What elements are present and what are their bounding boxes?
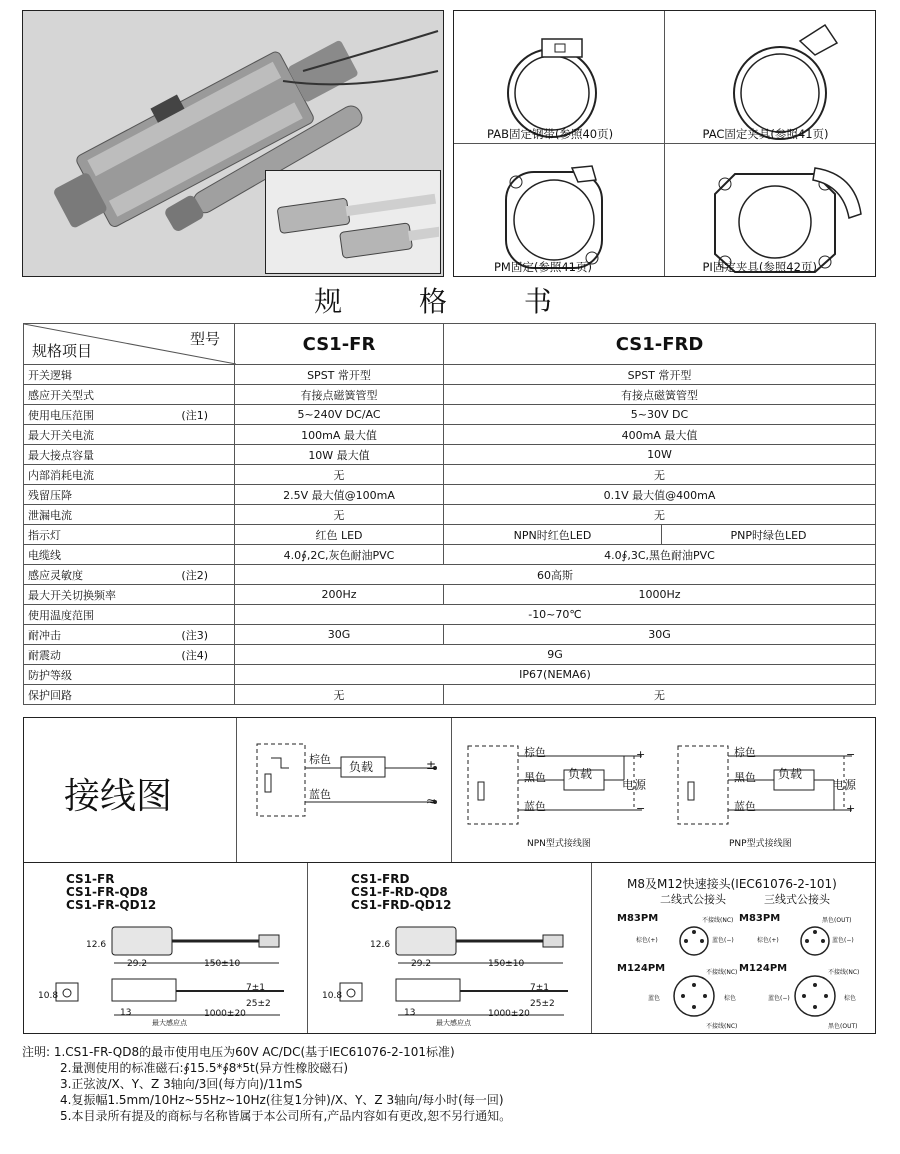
divider [451,718,452,862]
row-label-text: 防护等级 [28,668,72,682]
row-label [24,545,235,565]
pnp-load-label: 负载 [778,767,803,781]
row-label [24,625,235,645]
dim-10-8: 10.8 [38,991,59,1001]
npn-plus-label: + [636,748,646,761]
table-row [24,645,876,665]
dim-150: 150±10 [204,959,241,969]
spec-value: 200Hz [235,585,444,605]
m83pm-label-3w: M83PM [739,913,781,924]
corner-spec-label: 规格项目 [32,342,93,360]
row-note: (注1) [181,408,208,422]
spec-value: IP67(NEMA6) [235,665,876,685]
row-label-text: 感应开关型式 [28,388,94,402]
spec-value: 5~30V DC [444,405,876,425]
spec-value: 无 [444,685,876,705]
two-wire-label: 二线式公接头 [660,893,726,906]
fr-dimension-drawing [34,921,304,1031]
dim-10-8: 10.8 [322,991,343,1001]
spec-table [23,323,876,705]
pin-label: 蓝色(−) [768,995,790,1002]
spec-value: 30G [444,625,876,645]
row-label [24,565,235,585]
pin-label: 不接线(NC) [828,969,860,976]
blue-wire-label: 蓝色 [309,788,331,801]
npn-load-label: 负载 [568,767,593,781]
table-row [24,385,876,405]
pin-label: 蓝色(−) [712,937,734,944]
row-label-text: 使用温度范围 [28,608,94,622]
row-label-text: 开关逻辑 [28,368,72,382]
corner-model-label: 型号 [189,330,220,348]
dim-12-6: 12.6 [370,940,391,950]
pnp-plus-label: + [846,802,856,815]
spec-value: 红色 LED [235,525,444,545]
row-label [24,445,235,465]
pin-label: 蓝色 [648,995,661,1002]
dim-150: 150±10 [488,959,525,969]
spec-value: 10W [444,445,876,465]
mount-caption: PAB固定钢带(参照40页) [487,127,614,141]
row-label-text: 电缆线 [28,548,61,562]
page-title: 规 格 书 [314,285,586,318]
dim-7: 7±1 [246,983,265,993]
row-label-text: 内部消耗电流 [28,468,94,482]
sense-point-label: 最大感应点 [436,1019,471,1027]
row-label [24,645,235,665]
spec-value: 2.5V 最大值@100mA [235,485,444,505]
dim-13: 13 [404,1008,416,1018]
spec-body [24,365,876,705]
row-label [24,365,235,385]
row-label [24,385,235,405]
row-label [24,685,235,705]
wiring-section [23,717,876,863]
npn-blue-label: 蓝色 [524,800,546,813]
frd-dimension-drawing [318,921,588,1031]
mount-caption: PM固定(参照41页) [494,259,592,274]
spec-value: NPN时红色LED [444,525,662,545]
table-row [24,625,876,645]
note-line: 注明: 1.CS1-FR-QD8的最市使用电压为60V AC/DC(基于IEC61076-2-101标准) [22,1045,455,1059]
pnp-black-label: 黑色 [734,771,756,784]
spec-value: 100mA 最大值 [235,425,444,445]
note-line: 3.正弦波/X、Y、Z 3轴向/3回(每方向)/11mS [60,1077,303,1091]
spec-value: 有接点磁簧管型 [235,385,444,405]
npn-caption: NPN型式接线图 [527,839,591,849]
spec-value: 60高斯 [235,565,876,585]
sense-point-label: 最大感应点 [152,1019,187,1027]
row-note: (注4) [181,648,208,662]
model-header-frd: CS1-FRD [444,324,876,365]
pnp-blue-label: 蓝色 [734,800,756,813]
pin-label: 黑色(OUT) [828,1023,858,1030]
row-label-text: 最大开关电流 [28,428,94,442]
m12-3wire-connector-icon [790,971,840,1021]
mounting-options [453,10,876,277]
dim-13: 13 [120,1008,132,1018]
row-label-text: 感应灵敏度 [28,568,83,582]
spec-value: 4.0∮,3C,黑色耐油PVC [444,545,876,565]
model-name: CS1-FR-QD12 [66,898,157,912]
table-row [24,585,876,605]
spec-value: 400mA 最大值 [444,425,876,445]
divider [307,863,308,1033]
row-label [24,425,235,445]
table-row [24,425,876,445]
row-note: (注3) [181,628,208,642]
row-label [24,525,235,545]
frd-model-list [351,873,451,912]
model-name: CS1-FR [66,872,115,886]
mount-pi [665,144,876,277]
npn-black-label: 黑色 [524,771,546,784]
row-label-text: 耐震动 [28,648,61,662]
corner-cell [24,324,235,365]
dim-7: 7±1 [530,983,549,993]
divider [591,863,592,1033]
dim-25: 25±2 [530,999,555,1009]
pnp-power-label: 电源 [832,778,857,792]
table-row [24,685,876,705]
model-name: CS1-FRD [351,872,410,886]
table-row [24,565,876,585]
row-label-text: 泄漏电流 [28,508,72,522]
dim-25: 25±2 [246,999,271,1009]
spec-value: SPST 常开型 [235,365,444,385]
pin-label: 棕色(+) [636,937,658,944]
spec-value: 1000Hz [444,585,876,605]
pin-label: 棕色(+) [757,937,779,944]
table-row [24,505,876,525]
model-name: CS1-FR-QD8 [66,885,148,899]
pin-label: 不接线(NC) [706,1023,738,1030]
pin-label: 棕色 [724,995,737,1002]
table-row [24,365,876,385]
spec-value: 无 [235,685,444,705]
model-header-fr: CS1-FR [235,324,444,365]
model-name: CS1-F-RD-QD8 [351,885,448,899]
row-label [24,665,235,685]
pin-label: 黑色(OUT) [822,917,852,924]
spec-value: SPST 常开型 [444,365,876,385]
model-name: CS1-FRD-QD12 [351,898,452,912]
m83pm-label-2w: M83PM [617,913,659,924]
mount-caption: PAC固定夹具(参照41页) [702,127,829,141]
table-row [24,545,876,565]
spec-value: 10W 最大值 [235,445,444,465]
pin-label: 蓝色(−) [832,937,854,944]
row-label-text: 指示灯 [28,528,61,542]
m124pm-label-2w: M124PM [617,963,666,974]
pin-label: 不接线(NC) [706,969,738,976]
row-label [24,465,235,485]
spec-value: 无 [235,465,444,485]
table-row [24,665,876,685]
note-line: 2.量测使用的标准磁石:∮15.5*∮8*5t(异方性橡胶磁石) [60,1061,349,1075]
load-label: 负载 [349,760,374,774]
spec-value: 30G [235,625,444,645]
pnp-brown-label: 棕色 [734,746,756,759]
pin-label: 棕色 [844,995,857,1002]
spec-value: 无 [235,505,444,525]
table-row [24,485,876,505]
table-row [24,605,876,625]
dim-12-6: 12.6 [86,940,107,950]
row-label-text: 最大接点容量 [28,448,94,462]
table-row [24,405,876,425]
plus-minus-label: ± [426,758,437,772]
m8-3wire-connector-icon [795,921,835,961]
spec-value: 5~240V DC/AC [235,405,444,425]
row-label-text: 残留压降 [28,488,72,502]
row-label-text: 保护回路 [28,688,72,702]
note-line: 4.复振幅1.5mm/10Hz~55Hz~10Hz(往复1分钟)/X、Y、Z 3轴向/每小时(每一回) [60,1093,504,1107]
spec-value: 无 [444,505,876,525]
row-label-text: 最大开关切换频率 [28,588,116,602]
m124pm-label-3w: M124PM [739,963,788,974]
ac-label: ≈ [426,794,437,808]
spec-value: 0.1V 最大值@400mA [444,485,876,505]
row-label [24,505,235,525]
m8-2wire-connector-icon [674,921,714,961]
table-row [24,465,876,485]
table-row [24,445,876,465]
note-line: 5.本目录所有提及的商标与名称皆属于本公司所有,产品内容如有更改,恕不另行通知。 [60,1109,512,1123]
mount-pab [454,11,665,144]
table-header-row [24,324,876,365]
pin-label: 不接线(NC) [702,917,734,924]
mount-pm [454,144,665,277]
row-note: (注2) [181,568,208,582]
pnp-caption: PNP型式接线图 [729,839,792,849]
spec-value: 4.0∮,2C,灰色耐油PVC [235,545,444,565]
notes [22,1044,511,1124]
spec-value: 有接点磁簧管型 [444,385,876,405]
dim-1000: 1000±20 [204,1009,246,1019]
row-label-text: 使用电压范围 [28,408,94,422]
pnp-minus-label: − [846,748,856,761]
connector-title: M8及M12快速接头(IEC61076-2-101) [627,877,837,891]
dimensions-section [23,862,876,1034]
three-wire-label: 三线式公接头 [764,893,830,906]
m12-2wire-connector-icon [669,971,719,1021]
dim-29-2: 29.2 [411,959,432,969]
dim-1000: 1000±20 [488,1009,530,1019]
npn-power-label: 电源 [622,778,647,792]
mount-pac [665,11,876,144]
npn-minus-label: − [636,802,646,815]
divider [236,718,237,862]
row-label [24,605,235,625]
spec-value: 无 [444,465,876,485]
row-label [24,585,235,605]
spec-value: PNP时绿色LED [662,525,876,545]
row-label [24,405,235,425]
sensor-inset-photo [265,170,441,274]
table-row [24,525,876,545]
spec-value: 9G [235,645,876,665]
row-label-text: 耐冲击 [28,628,61,642]
spec-value: -10~70℃ [235,605,876,625]
fr-model-list [66,873,156,912]
brown-wire-label: 棕色 [309,753,331,766]
dim-29-2: 29.2 [127,959,148,969]
row-label [24,485,235,505]
wiring-heading: 接线图 [64,776,173,817]
npn-brown-label: 棕色 [524,746,546,759]
mount-caption: PI固定夹具(参照42页) [702,259,817,274]
fr-wiring-diagram [249,738,449,823]
